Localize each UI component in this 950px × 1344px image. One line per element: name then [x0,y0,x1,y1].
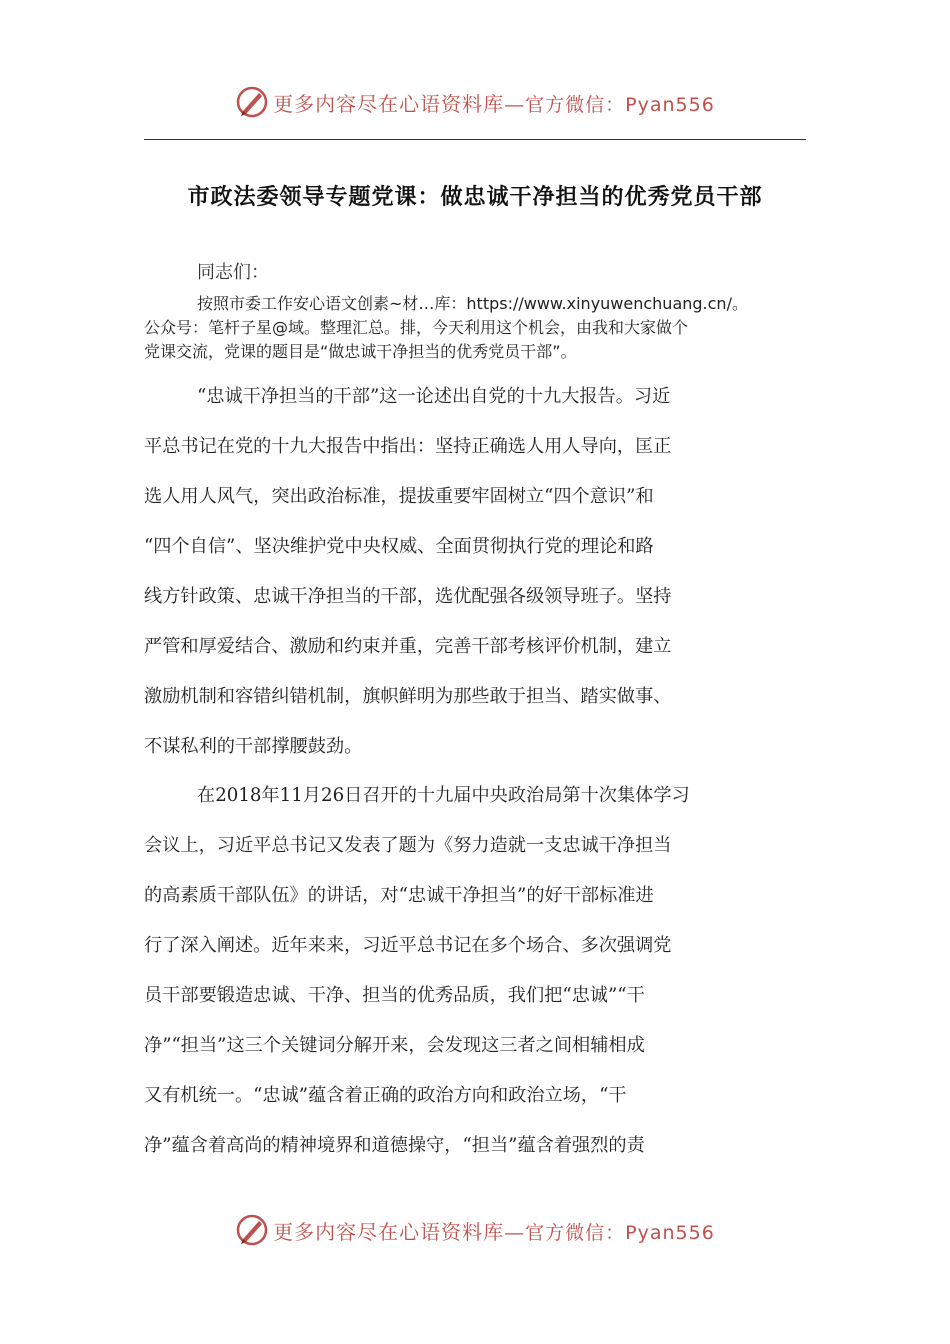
paragraph-2 [144,771,808,1171]
text-line: 行了深入阐述。近年来来，习近平总书记在多个场合、多次强调党 [144,935,672,956]
notice-line: 按照市委工作安心语文创素~材…库：https://www.xinyuwenchuang.cn/。 [197,294,748,313]
pen-logo-icon [235,1213,269,1247]
text-line: 在2018年11月26日召开的十九届中央政治局第十次集体学习 [197,785,690,806]
text-line: 的高素质干部队伍》的讲话，对“忠诚干净担当”的好干部标准进 [144,885,654,906]
text-line: 又有机统一。“忠诚”蕴含着正确的政治方向和政治立场，“干 [144,1085,627,1106]
header-banner [0,82,950,122]
paragraph-1 [144,372,808,772]
text-line: 严管和厚爱结合、激励和约束并重，完善干部考核评价机制，建立 [144,636,672,657]
notice-line: 公众号：笔杆子星@域。整理汇总。排，今天利用这个机会，由我和大家做个 [144,318,689,337]
text-line: 线方针政策、忠诚干净担当的干部，选优配强各级领导班子。坚持 [144,586,672,607]
header-rule [144,139,806,140]
banner-text: 更多内容尽在心语资料库—官方微信：Pyan556 [273,1219,715,1244]
text-line: 不谋私利的干部撑腰鼓劲。 [144,736,363,757]
source-notice [144,292,808,364]
pen-logo-icon [235,85,269,119]
greeting: 同志们： [197,262,269,283]
text-line: 激励机制和容错纠错机制，旗帜鲜明为那些敢于担当、踏实做事、 [144,686,672,707]
notice-line: 党课交流，党课的题目是“做忠诚干净担当的优秀党员干部”。 [144,342,577,361]
document-title: 市政法委领导专题党课：做忠诚干净担当的优秀党员干部 [187,185,763,210]
text-line: “四个自信”、坚决维护党中央权威、全面贯彻执行党的理论和路 [144,536,654,557]
text-line: 净”“担当”这三个关键词分解开来，会发现这三者之间相辅相成 [144,1035,645,1056]
text-line: 平总书记在党的十九大报告中指出：坚持正确选人用人导向，匡正 [144,436,672,457]
text-line: “忠诚干净担当的干部”这一论述出自党的十九大报告。习近 [197,386,671,407]
text-line: 净”蕴含着高尚的精神境界和道德操守，“担当”蕴含着强烈的责 [144,1135,645,1156]
text-line: 员干部要锻造忠诚、干净、担当的优秀品质，我们把“忠诚”“干 [144,985,645,1006]
banner-text: 更多内容尽在心语资料库—官方微信：Pyan556 [273,91,715,116]
text-line: 会议上，习近平总书记又发表了题为《努力造就一支忠诚干净担当 [144,835,672,856]
text-line: 选人用人风气，突出政治标准，提拔重要牢固树立“四个意识”和 [144,486,654,507]
footer-banner [0,1210,950,1250]
